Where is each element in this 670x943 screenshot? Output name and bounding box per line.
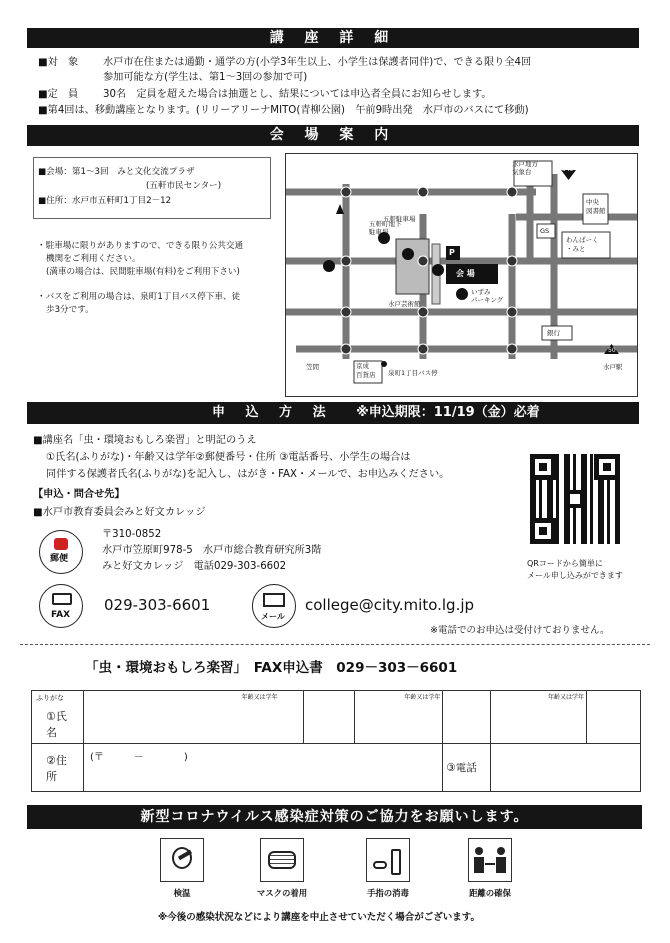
email-address[interactable]: college@city.mito.lg.jp	[305, 596, 475, 614]
contact-phone: みと好文カレッジ 電話029-303-6602	[102, 561, 287, 572]
covid-note: ※今後の感染状況などにより講座を中止させていただく場合がございます。	[158, 912, 480, 923]
details-title: 講 座 詳 細	[269, 30, 397, 46]
post-icon	[39, 530, 83, 574]
name-label: ①氏名	[46, 710, 67, 739]
map-label-art-museum: 水戸芸術館	[388, 300, 421, 308]
covid-item-3-label: 距離の確保	[469, 888, 511, 898]
fourth-session-text: ■第4回は、移動講座となります。(リリーアリーナMITO(青柳公園) 午前9時出発 水戸市のバスにて移動)	[38, 105, 529, 116]
bus-note: ・バスをご利用の場合は、泉町1丁目バス停下車、徒	[37, 292, 241, 302]
map-label-bus-stop: 泉町1丁目バス停	[388, 369, 438, 377]
map-label-met-office: 水戸地方 気象台	[512, 160, 538, 176]
fax-number: 029-303-6601	[104, 596, 211, 614]
mask-icon	[260, 838, 304, 882]
covid-header	[27, 805, 642, 829]
capacity-text: 30名 定員を超えた場合は抽選とし、結果については申込者全員にお知らせします。	[103, 89, 492, 100]
apply-line-3: 同伴する保護者氏名(ふりがな)を記入し、はがき・FAX・メールで、お申込みください。	[46, 469, 450, 480]
venue-info-box	[33, 157, 271, 219]
map-label-library: 中央 図書館	[586, 198, 606, 215]
venue-line: ■会場：第1～3回 みと文化交流プラザ	[38, 167, 195, 177]
map-label-bank: 銀行	[547, 329, 560, 337]
map-label-mito-station: 水戸駅	[603, 363, 623, 371]
capacity-label: ■定 員	[38, 89, 79, 100]
form-title: 「虫・環境おもしろ楽習」 FAX申込書 029－303－6601	[85, 660, 458, 676]
covid-item-2-label: 手指の消毒	[367, 888, 409, 898]
map-label-p-venue: P	[449, 248, 455, 257]
fax-form-table	[31, 690, 641, 792]
name-field-3[interactable]	[491, 691, 587, 744]
apply-line-1: ■講座名「虫・環境おもしろ楽習」と明記のうえ	[33, 435, 257, 446]
furigana-label: ふりがな	[36, 694, 64, 702]
apply-deadline: ※申込期限：11/19（金）必着	[356, 405, 540, 420]
bus-note-2: 歩3分です。	[46, 305, 94, 315]
details-header	[27, 28, 639, 48]
map-label-route349: 349	[562, 166, 574, 173]
mail-label: メール	[261, 612, 285, 621]
covid-title: 新型コロナウイルス感染症対策のご協力をお願いします。	[140, 809, 529, 825]
age-label-1: 年齢又は学年	[241, 694, 278, 701]
map-label-keisei: 京成 百貨店	[356, 362, 376, 379]
age-field-2[interactable]	[443, 691, 491, 744]
distance-icon	[468, 838, 512, 882]
qr-caption: QRコードから簡単に	[527, 559, 603, 568]
name-label-cell	[32, 691, 84, 744]
name-field-1[interactable]	[83, 691, 303, 744]
venue-header	[27, 125, 639, 146]
target-text-2: 参加可能な方(学生は、第1～3回の参加で可)	[103, 72, 308, 83]
age-field-1[interactable]	[303, 691, 355, 744]
thermometer-icon	[160, 838, 204, 882]
post-mark-icon	[54, 538, 68, 550]
map-label-goken-parking: 五軒駐車場	[383, 215, 416, 223]
cut-line	[20, 644, 650, 645]
postal-mark: (〒 － )	[89, 752, 188, 763]
covid-item-1-label: マスクの着用	[256, 888, 308, 898]
qr-caption-2: メール申し込みができます	[527, 571, 623, 580]
qr-code[interactable]	[530, 454, 620, 544]
map-label-kasama: 笠間	[306, 363, 319, 371]
map-label-route50: 50	[608, 347, 616, 354]
apply-line-2: ①氏名(ふりがな)・年齢又は学年②郵便番号・住所 ③電話番号、小学生の場合は	[46, 452, 411, 463]
phone-field[interactable]	[491, 744, 641, 792]
map-label-venue: 会 場	[456, 269, 475, 278]
map-label-goken-underground: 五軒町地下 駐車場	[369, 220, 402, 236]
address-label-cell	[32, 744, 84, 792]
envelope-icon	[263, 593, 285, 607]
address-label: ②住所	[46, 753, 67, 783]
apply-header	[27, 402, 639, 424]
venue-map	[285, 153, 638, 397]
sanitizer-icon	[366, 838, 410, 882]
mail-icon	[252, 584, 296, 628]
parking-note-3: (満車の場合は、民間駐車場(有料)をご利用下さい)	[46, 267, 240, 277]
age-field-3[interactable]	[587, 691, 641, 744]
target-text: 水戸市在住または通勤・通学の方(小学3年生以上、小学生は保護者同伴)で、できる限り全4回	[103, 57, 532, 68]
venue-title: 会 場 案 内	[269, 127, 397, 143]
covid-item-0-label: 検温	[173, 888, 191, 898]
fax-machine-icon	[52, 593, 72, 605]
parking-note: ・駐車場に限りがありますので、できる限り公共交通	[37, 241, 244, 251]
contact-header: 【申込・問合せ先】	[33, 489, 125, 500]
fax-label: FAX	[51, 610, 71, 620]
address-field[interactable]	[83, 744, 442, 792]
target-label: ■対 象	[38, 57, 79, 68]
phone-label: ③電話	[446, 762, 477, 774]
phone-label-cell	[443, 744, 491, 792]
age-label-3: 年齢又は学年	[548, 694, 585, 701]
apply-title: 申 込 方 法	[212, 405, 334, 420]
parking-note-2: 機関をご利用ください。	[46, 254, 141, 264]
address-line: ■住所：水戸市五軒町1丁目2－12	[38, 196, 172, 206]
fax-icon	[39, 584, 83, 628]
venue-line-2: (五軒市民センター)	[146, 181, 222, 191]
contact-postal: 〒310-0852	[102, 529, 162, 540]
age-label-2: 年齢又は学年	[404, 694, 441, 701]
contact-address: 水戸市笠原町978-5 水戸市総合教育研究所3階	[102, 545, 322, 556]
map-label-gs: GS	[540, 227, 550, 235]
phone-note: ※電話でのお申込は受付けておりません。	[430, 625, 610, 636]
post-label: 郵便	[50, 554, 69, 564]
name-field-2[interactable]	[355, 691, 443, 744]
map-label-wanpaku: わんぱーく ・みと	[566, 236, 599, 253]
map-label-izumi-parking: いずみ パーキング	[471, 288, 504, 304]
contact-org: ■水戸市教育委員会みと好文カレッジ	[33, 507, 206, 518]
